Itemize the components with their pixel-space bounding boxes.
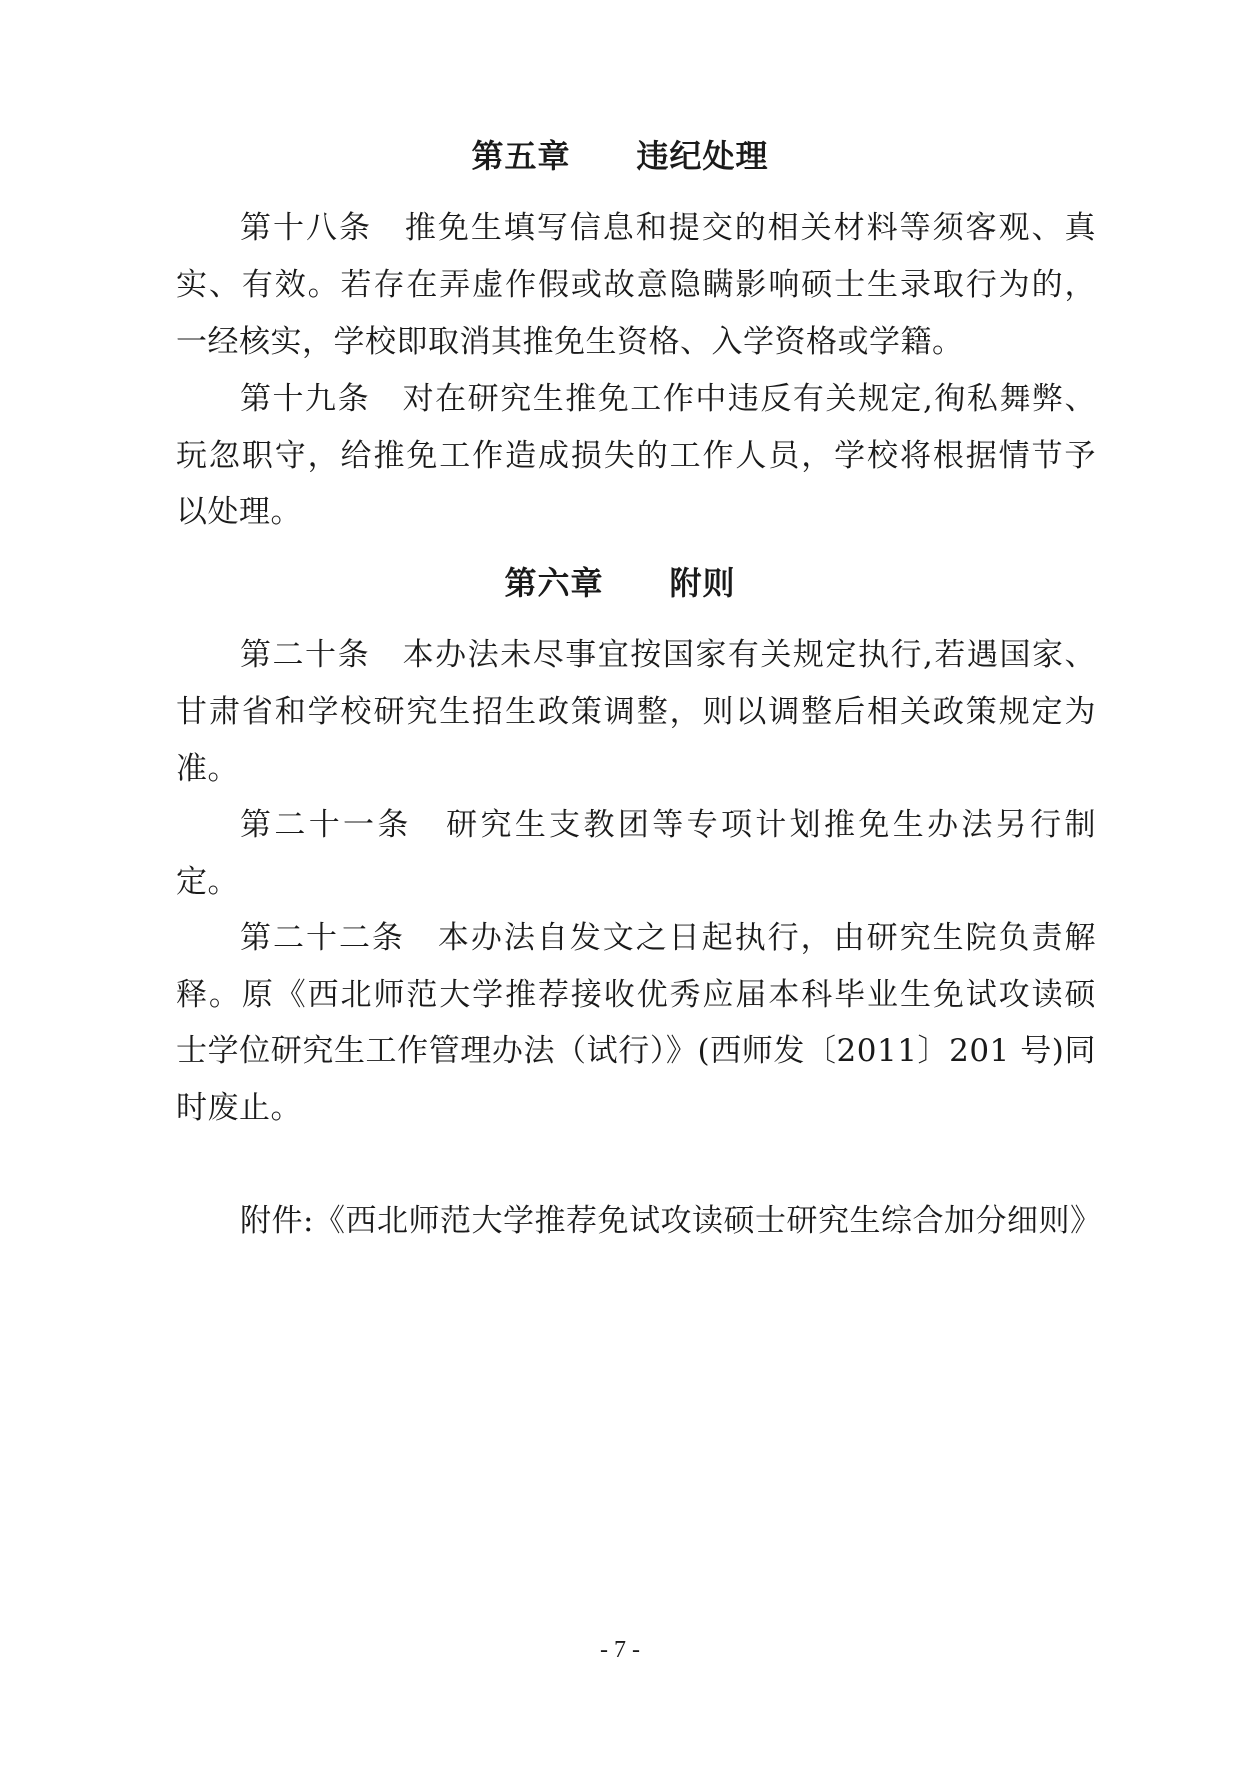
chapter-5-title: 第五章 违纪处理 xyxy=(471,137,769,175)
article-19-line-1: 第十九条 对在研究生推免工作中违反有关规定,徇私舞弊、 xyxy=(240,381,1096,417)
attachment-note: 附件:《西北师范大学推荐免试攻读硕士研究生综合加分细则》 xyxy=(240,1203,1102,1239)
article-21-line-2: 定。 xyxy=(176,864,239,900)
article-22-line-1: 第二十二条 本办法自发文之日起执行，由研究生院负责解 xyxy=(240,920,1096,956)
article-18-line-1: 第十八条 推免生填写信息和提交的相关材料等须客观、真 xyxy=(240,210,1096,246)
article-20-line-3: 准。 xyxy=(176,751,239,787)
article-21-line-1: 第二十一条 研究生支教团等专项计划推免生办法另行制 xyxy=(240,807,1096,843)
article-19-line-3: 以处理。 xyxy=(176,494,302,530)
article-20-line-1: 第二十条 本办法未尽事宜按国家有关规定执行,若遇国家、 xyxy=(240,637,1096,673)
article-22-line-3: 士学位研究生工作管理办法（试行）》(西师发〔2011〕201 号)同 xyxy=(176,1033,1096,1069)
article-19-line-2: 玩忽职守，给推免工作造成损失的工作人员，学校将根据情节予 xyxy=(176,438,1096,474)
article-22-line-4: 时废止。 xyxy=(176,1090,302,1126)
article-18-line-3: 一经核实，学校即取消其推免生资格、入学资格或学籍。 xyxy=(176,324,964,360)
chapter-6-title: 第六章 附则 xyxy=(504,564,736,602)
page-number: - 7 - xyxy=(600,1637,640,1663)
article-22-line-2: 释。原《西北师范大学推荐接收优秀应届本科毕业生免试攻读硕 xyxy=(176,977,1096,1013)
article-18-line-2: 实、有效。若存在弄虚作假或故意隐瞒影响硕士生录取行为的， xyxy=(176,267,1096,303)
article-20-line-2: 甘肃省和学校研究生招生政策调整，则以调整后相关政策规定为 xyxy=(176,694,1096,730)
